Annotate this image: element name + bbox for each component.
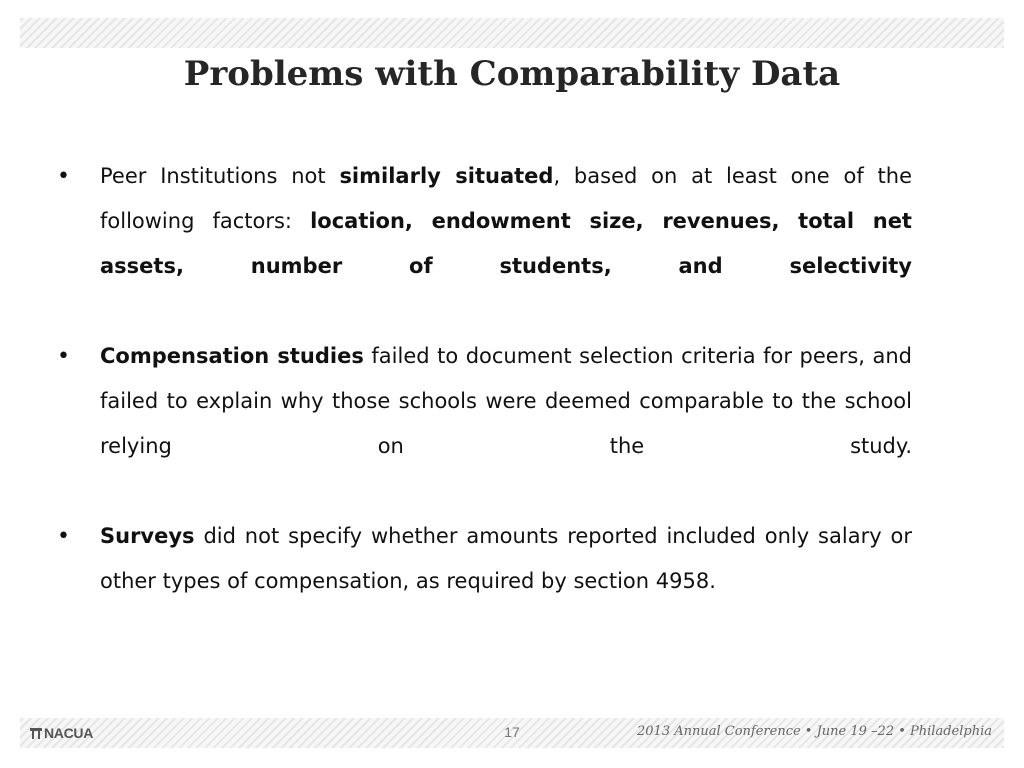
bullet-item-peer-institutions bbox=[56, 154, 912, 289]
bullet-segment-bold: similarly situated bbox=[339, 164, 554, 188]
bullet-item-compensation-studies bbox=[56, 334, 912, 469]
header-stripe-bar bbox=[20, 18, 1004, 48]
bullet-text bbox=[100, 334, 912, 469]
bullet-segment: , based on at least one of the following factors: bbox=[100, 164, 913, 233]
page-number: 17 bbox=[504, 724, 520, 740]
bullet-text bbox=[100, 514, 912, 604]
logo-text: NACUA bbox=[44, 725, 94, 741]
bullet-text bbox=[100, 154, 912, 289]
bullet-segment: Peer Institutions not bbox=[100, 164, 340, 188]
bullet-icon: • bbox=[57, 344, 70, 369]
bullet-segment-bold: location, endowment size, revenues, total net assets, number of students, and selectivity bbox=[100, 209, 912, 278]
bullet-segment: failed to document selection criteria for peers, and failed to explain why those schools were deemed comparable to the school relying on the study. bbox=[100, 344, 912, 458]
bullet-segment-bold: Compensation studies bbox=[100, 344, 364, 368]
bullet-icon: • bbox=[57, 524, 70, 549]
bullet-segment: did not specify whether amounts reported included only salary or other types of compensation, as required by section 4958. bbox=[100, 524, 912, 593]
bullet-list bbox=[56, 154, 912, 649]
bullet-icon: • bbox=[57, 164, 70, 189]
slide-title: Problems with Comparability Data bbox=[183, 54, 841, 94]
bullet-item-surveys bbox=[56, 514, 912, 604]
bullet-segment-bold: Surveys bbox=[100, 524, 195, 548]
conference-info: 2013 Annual Conference • June 19 –22 • Philadelphia bbox=[637, 724, 992, 739]
